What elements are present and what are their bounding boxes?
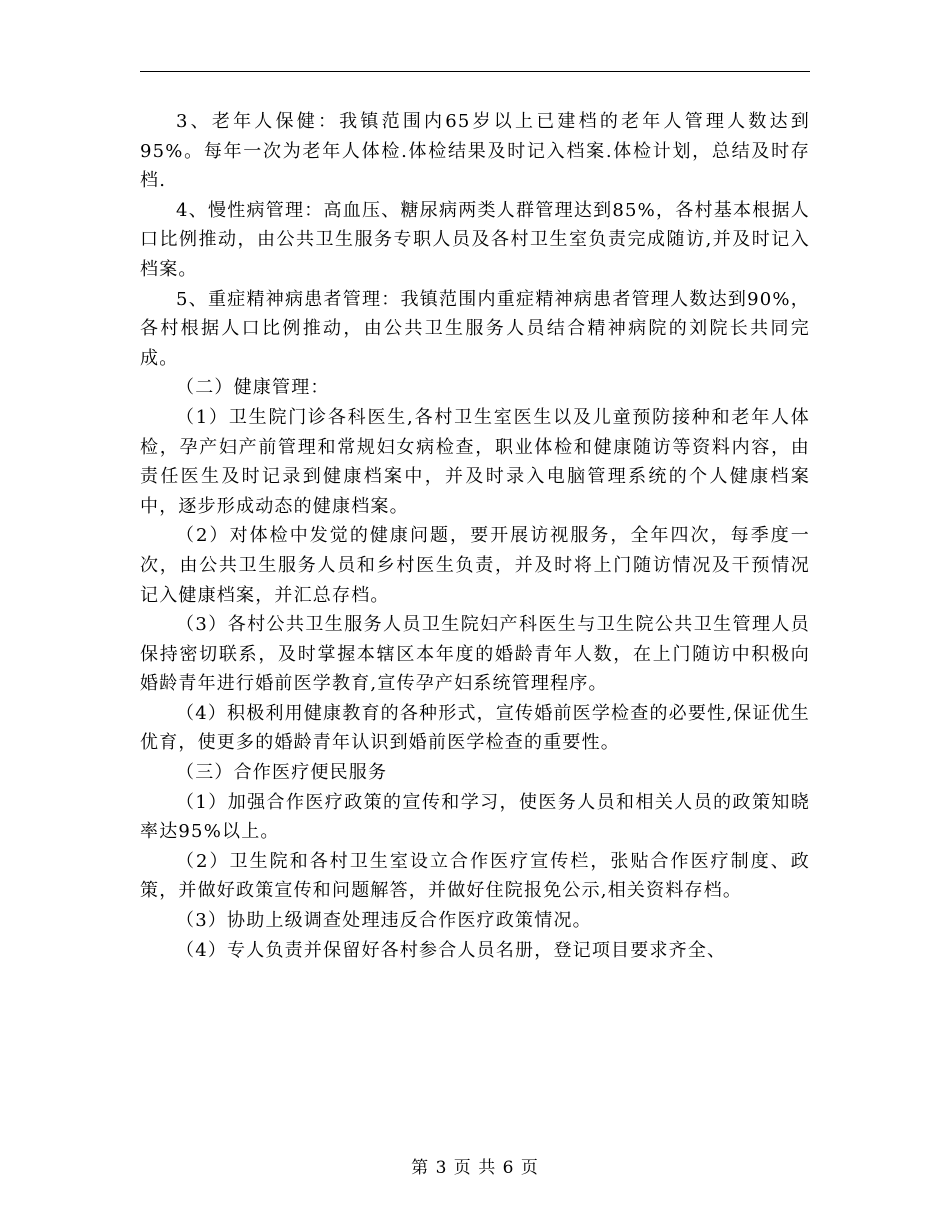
paragraph-health-promotion: （4）积极利用健康教育的各种形式，宣传婚前医学检查的必要性,保证优生优育，使更多的婚龄青年认识到婚前医学检查的重要性。 <box>140 702 810 754</box>
paragraph-violation-investigation: （3）协助上级调查处理违反合作医疗政策情况。 <box>176 910 592 932</box>
paragraph-health-records: （1）卫生院门诊各科医生,各村卫生室医生以及儿童预防接种和老年人体检，孕产妇产前管理和常规妇女病检查，职业体检和健康随访等资料内容，由责任医生及时记录到健康档案中，并及时录入电脑管理系统的个人健康档案中，逐步形成动态的健康档案。 <box>140 406 810 517</box>
paragraph-follow-up-visits: （2）对体检中发觉的健康问题，要开展访视服务，全年四次，每季度一次，由公共卫生服务人员和乡村医生负责，并及时将上门随访情况及干预情况记入健康档案，并汇总存档。 <box>140 525 810 606</box>
document-body <box>140 107 810 965</box>
page-number-footer: 第 3 页 共 6 页 <box>411 1158 539 1178</box>
section-heading-health-management: （二）健康管理： <box>176 377 330 399</box>
paragraph-bulletin-board: （2）卫生院和各村卫生室设立合作医疗宣传栏，张贴合作医疗制度、政策，并做好政策宣传和问题解答，并做好住院报免公示,相关资料存档。 <box>140 850 810 902</box>
paragraph-premarital-education: （3）各村公共卫生服务人员卫生院妇产科医生与卫生院公共卫生管理人员保持密切联系，及时掌握本辖区本年度的婚龄青年人数，在上门随访中积极向婚龄青年进行婚前医学教育,宣传孕产妇系统管理程序。 <box>140 614 810 695</box>
paragraph-elderly-care: 3、老年人保健：我镇范围内65岁以上已建档的老年人管理人数达到95%。每年一次为老年人体检.体检结果及时记入档案.体检计划，总结及时存档. <box>140 111 810 192</box>
paragraph-policy-awareness: （1）加强合作医疗政策的宣传和学习，使医务人员和相关人员的政策知晓率达95%以上。 <box>140 791 810 843</box>
paragraph-chronic-disease: 4、慢性病管理：高血压、糖尿病两类人群管理达到85%，各村基本根据人口比例推动，由公共卫生服务专职人员及各村卫生室负责完成随访,并及时记入档案。 <box>140 199 810 280</box>
paragraph-mental-illness: 5、重症精神病患者管理：我镇范围内重症精神病患者管理人数达到90%，各村根据人口比例推动，由公共卫生服务人员结合精神病院的刘院长共同完成。 <box>140 288 810 369</box>
section-heading-cooperative-medical: （三）合作医疗便民服务 <box>176 762 388 784</box>
paragraph-roster-management: （4）专人负责并保留好各村参合人员名册，登记项目要求齐全、 <box>176 939 727 961</box>
header-rule <box>140 71 810 72</box>
